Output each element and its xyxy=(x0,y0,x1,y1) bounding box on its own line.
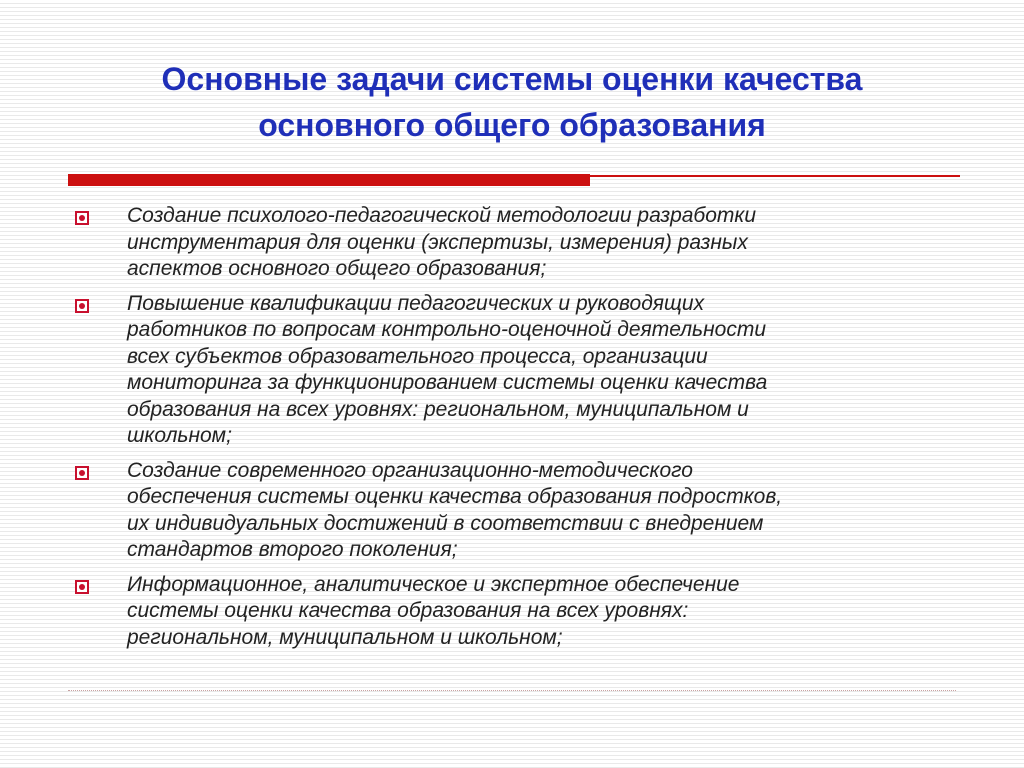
slide-title-line-2: основного общего образования xyxy=(258,107,766,143)
square-bullet-icon xyxy=(75,211,89,225)
bullet-text-line: региональном, муниципальном и школьном; xyxy=(127,625,563,649)
bullet-item-2 xyxy=(72,291,972,450)
slide-title-line-1: Основные задачи системы оценки качества xyxy=(161,61,863,97)
title-divider-thin xyxy=(590,175,960,177)
bullet-text-line: Создание современного организационно-методического xyxy=(127,458,693,482)
bullet-text-line: обеспечения системы оценки качества образования подростков, xyxy=(127,485,783,508)
square-bullet-icon xyxy=(75,299,89,313)
bullet-text-line: работников по вопросам контрольно-оценочной деятельности xyxy=(127,318,767,341)
bullet-item-1 xyxy=(72,203,972,283)
bullet-text-line: Информационное, аналитическое и экспертное обеспечение xyxy=(127,572,740,596)
bullet-item-3 xyxy=(72,458,972,564)
square-bullet-icon xyxy=(75,466,89,480)
bullet-text-line: образования на всех уровнях: региональном, муниципальном и xyxy=(127,397,749,421)
bullet-text-line: их индивидуальных достижений в соответствии с внедрением xyxy=(127,511,764,535)
bullet-text-line: инструментария для оценки (экспертизы, измерения) разных xyxy=(127,230,748,254)
square-bullet-icon xyxy=(75,580,89,594)
bullet-text-line: Повышение квалификации педагогических и руководящих xyxy=(127,291,705,315)
slide-title xyxy=(70,56,954,148)
bullet-text-line: всех субъектов образовательного процесса, организации xyxy=(127,344,708,368)
bullet-text-line: стандартов второго поколения; xyxy=(127,538,458,561)
bottom-divider xyxy=(68,690,956,691)
bullet-text-line: системы оценки качества образования на всех уровнях: xyxy=(127,599,689,622)
bullet-text-line: школьном; xyxy=(127,424,232,447)
bullet-text-line: аспектов основного общего образования; xyxy=(127,257,547,280)
title-divider-thick xyxy=(68,174,590,186)
bullet-list xyxy=(72,203,972,659)
bullet-text-line: мониторинга за функционированием системы оценки качества xyxy=(127,371,768,394)
bullet-text-line: Создание психолого-педагогической методологии разработки xyxy=(127,204,757,227)
bullet-item-4 xyxy=(72,572,972,652)
